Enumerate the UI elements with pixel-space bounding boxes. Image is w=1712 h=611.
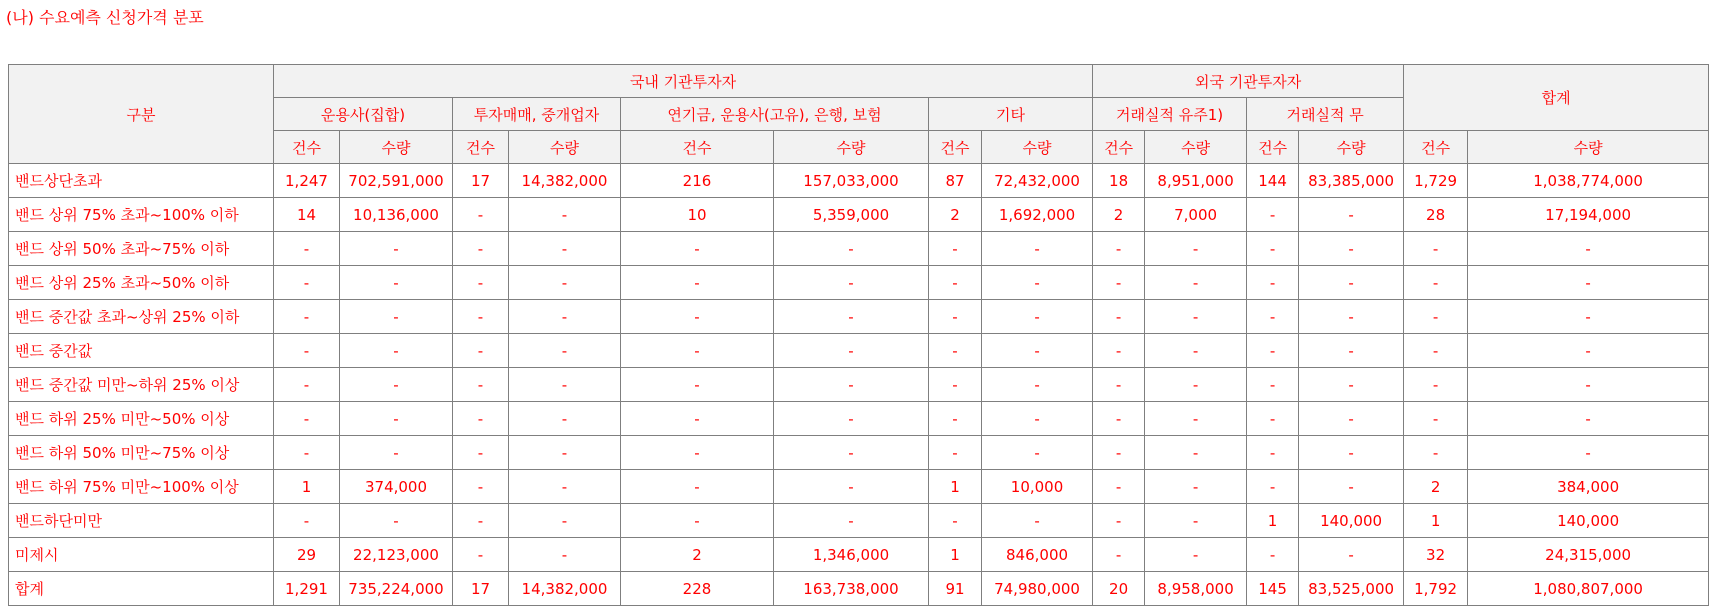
count-cell: - xyxy=(1404,368,1468,402)
quantity-cell: - xyxy=(1468,232,1709,266)
count-cell: 1,792 xyxy=(1404,572,1468,606)
count-cell: 10 xyxy=(621,198,774,232)
quantity-cell: - xyxy=(509,402,621,436)
count-cell: - xyxy=(1093,538,1145,572)
header-group: 운용사(집합) xyxy=(274,98,453,131)
header-count: 건수 xyxy=(1247,131,1299,164)
quantity-cell: 140,000 xyxy=(1468,504,1709,538)
count-cell: 1 xyxy=(929,538,982,572)
row-label: 밴드 중간값 초과~상위 25% 이하 xyxy=(9,300,274,334)
quantity-cell: 384,000 xyxy=(1468,470,1709,504)
quantity-cell: 5,359,000 xyxy=(774,198,929,232)
quantity-cell: - xyxy=(1299,436,1404,470)
row-label: 밴드 상위 25% 초과~50% 이하 xyxy=(9,266,274,300)
demand-forecast-table xyxy=(8,64,1709,606)
header-quantity: 수량 xyxy=(1299,131,1404,164)
count-cell: - xyxy=(929,266,982,300)
quantity-cell: - xyxy=(774,368,929,402)
count-cell: - xyxy=(621,368,774,402)
count-cell: - xyxy=(1247,198,1299,232)
count-cell: - xyxy=(1247,334,1299,368)
count-cell: - xyxy=(929,504,982,538)
table-row xyxy=(9,266,1709,300)
count-cell: - xyxy=(274,368,340,402)
table-row xyxy=(9,538,1709,572)
quantity-cell: - xyxy=(982,368,1093,402)
count-cell: 1,247 xyxy=(274,164,340,198)
count-cell: 32 xyxy=(1404,538,1468,572)
table-row xyxy=(9,300,1709,334)
quantity-cell: - xyxy=(1468,266,1709,300)
count-cell: - xyxy=(1247,232,1299,266)
row-label: 밴드 하위 25% 미만~50% 이상 xyxy=(9,402,274,436)
count-cell: - xyxy=(1247,300,1299,334)
count-cell: - xyxy=(1093,470,1145,504)
quantity-cell: - xyxy=(1145,334,1247,368)
header-count: 건수 xyxy=(453,131,509,164)
quantity-cell: - xyxy=(509,504,621,538)
header-count: 건수 xyxy=(621,131,774,164)
quantity-cell: 157,033,000 xyxy=(774,164,929,198)
count-cell: - xyxy=(1247,538,1299,572)
quantity-cell: 24,315,000 xyxy=(1468,538,1709,572)
count-cell: - xyxy=(621,402,774,436)
count-cell: 20 xyxy=(1093,572,1145,606)
header-quantity: 수량 xyxy=(340,131,453,164)
count-cell: - xyxy=(1404,402,1468,436)
quantity-cell: 10,000 xyxy=(982,470,1093,504)
quantity-cell: - xyxy=(774,504,929,538)
row-label: 밴드 하위 50% 미만~75% 이상 xyxy=(9,436,274,470)
count-cell: 1 xyxy=(1404,504,1468,538)
quantity-cell: 72,432,000 xyxy=(982,164,1093,198)
count-cell: - xyxy=(1093,334,1145,368)
count-cell: 2 xyxy=(1404,470,1468,504)
header-count: 건수 xyxy=(929,131,982,164)
header-count: 건수 xyxy=(274,131,340,164)
quantity-cell: - xyxy=(982,232,1093,266)
count-cell: - xyxy=(274,436,340,470)
quantity-cell: - xyxy=(509,368,621,402)
header-quantity: 수량 xyxy=(982,131,1093,164)
header-count: 건수 xyxy=(1404,131,1468,164)
quantity-cell: - xyxy=(1468,334,1709,368)
quantity-cell: - xyxy=(340,300,453,334)
header-group: 거래실적 무 xyxy=(1247,98,1404,131)
quantity-cell: 140,000 xyxy=(1299,504,1404,538)
table-row xyxy=(9,368,1709,402)
count-cell: - xyxy=(453,266,509,300)
quantity-cell: - xyxy=(1299,334,1404,368)
quantity-cell: - xyxy=(982,266,1093,300)
header-quantity: 수량 xyxy=(509,131,621,164)
count-cell: - xyxy=(1247,402,1299,436)
count-cell: - xyxy=(1404,436,1468,470)
row-label: 밴드 하위 75% 미만~100% 이상 xyxy=(9,470,274,504)
quantity-cell: 163,738,000 xyxy=(774,572,929,606)
header-quantity: 수량 xyxy=(1145,131,1247,164)
quantity-cell: 374,000 xyxy=(340,470,453,504)
count-cell: 1 xyxy=(929,470,982,504)
quantity-cell: - xyxy=(1145,266,1247,300)
quantity-cell: - xyxy=(1299,266,1404,300)
count-cell: 17 xyxy=(453,164,509,198)
quantity-cell: 10,136,000 xyxy=(340,198,453,232)
section-title: (나) 수요예측 신청가격 분포 xyxy=(6,8,204,27)
count-cell: - xyxy=(1093,368,1145,402)
quantity-cell: - xyxy=(1468,300,1709,334)
quantity-cell: 74,980,000 xyxy=(982,572,1093,606)
table-row xyxy=(9,504,1709,538)
quantity-cell: - xyxy=(340,368,453,402)
count-cell: 2 xyxy=(621,538,774,572)
quantity-cell: - xyxy=(340,402,453,436)
count-cell: - xyxy=(453,470,509,504)
count-cell: - xyxy=(453,436,509,470)
count-cell: 2 xyxy=(929,198,982,232)
quantity-cell: - xyxy=(1468,368,1709,402)
table-row xyxy=(9,402,1709,436)
quantity-cell: 8,958,000 xyxy=(1145,572,1247,606)
header-foreign: 외국 기관투자자 xyxy=(1093,65,1404,98)
quantity-cell: 22,123,000 xyxy=(340,538,453,572)
quantity-cell: - xyxy=(1145,470,1247,504)
count-cell: - xyxy=(1247,368,1299,402)
count-cell: - xyxy=(1093,504,1145,538)
count-cell: - xyxy=(274,334,340,368)
count-cell: - xyxy=(274,266,340,300)
count-cell: - xyxy=(1247,470,1299,504)
count-cell: - xyxy=(929,232,982,266)
count-cell: - xyxy=(621,334,774,368)
quantity-cell: - xyxy=(774,232,929,266)
quantity-cell: - xyxy=(982,334,1093,368)
row-label: 밴드 상위 75% 초과~100% 이하 xyxy=(9,198,274,232)
count-cell: - xyxy=(453,300,509,334)
quantity-cell: - xyxy=(509,470,621,504)
count-cell: - xyxy=(453,198,509,232)
header-group: 거래실적 유주1) xyxy=(1093,98,1247,131)
quantity-cell: 735,224,000 xyxy=(340,572,453,606)
count-cell: - xyxy=(929,300,982,334)
count-cell: - xyxy=(1404,300,1468,334)
header-group: 기타 xyxy=(929,98,1093,131)
header-row-1 xyxy=(9,65,1709,98)
row-label: 밴드 중간값 미만~하위 25% 이상 xyxy=(9,368,274,402)
count-cell: - xyxy=(929,436,982,470)
table-row xyxy=(9,198,1709,232)
count-cell: - xyxy=(453,232,509,266)
quantity-cell: - xyxy=(340,334,453,368)
quantity-cell: - xyxy=(509,198,621,232)
quantity-cell: - xyxy=(1299,402,1404,436)
quantity-cell: - xyxy=(509,266,621,300)
table-row xyxy=(9,436,1709,470)
count-cell: 228 xyxy=(621,572,774,606)
quantity-cell: 1,038,774,000 xyxy=(1468,164,1709,198)
quantity-cell: - xyxy=(1299,470,1404,504)
quantity-cell: - xyxy=(982,436,1093,470)
quantity-cell: - xyxy=(1299,538,1404,572)
quantity-cell: - xyxy=(774,300,929,334)
row-label: 밴드 상위 50% 초과~75% 이하 xyxy=(9,232,274,266)
quantity-cell: - xyxy=(340,436,453,470)
count-cell: 1,729 xyxy=(1404,164,1468,198)
quantity-cell: - xyxy=(1299,232,1404,266)
count-cell: 144 xyxy=(1247,164,1299,198)
quantity-cell: 14,382,000 xyxy=(509,164,621,198)
quantity-cell: - xyxy=(509,232,621,266)
quantity-cell: - xyxy=(1468,402,1709,436)
count-cell: 17 xyxy=(453,572,509,606)
quantity-cell: - xyxy=(1145,402,1247,436)
row-label: 밴드하단미만 xyxy=(9,504,274,538)
count-cell: - xyxy=(929,334,982,368)
quantity-cell: - xyxy=(1145,436,1247,470)
quantity-cell: - xyxy=(509,334,621,368)
count-cell: - xyxy=(274,504,340,538)
quantity-cell: - xyxy=(774,266,929,300)
count-cell: - xyxy=(1093,266,1145,300)
count-cell: 87 xyxy=(929,164,982,198)
header-group: 연기금, 운용사(고유), 은행, 보험 xyxy=(621,98,929,131)
header-quantity: 수량 xyxy=(774,131,929,164)
count-cell: - xyxy=(1404,334,1468,368)
quantity-cell: - xyxy=(340,504,453,538)
quantity-cell: - xyxy=(509,538,621,572)
count-cell: - xyxy=(274,300,340,334)
table-row xyxy=(9,232,1709,266)
count-cell: - xyxy=(621,232,774,266)
count-cell: - xyxy=(453,504,509,538)
quantity-cell: - xyxy=(509,300,621,334)
count-cell: - xyxy=(621,504,774,538)
count-cell: 91 xyxy=(929,572,982,606)
count-cell: 29 xyxy=(274,538,340,572)
quantity-cell: 14,382,000 xyxy=(509,572,621,606)
header-quantity: 수량 xyxy=(1468,131,1709,164)
count-cell: 1 xyxy=(1247,504,1299,538)
count-cell: - xyxy=(453,538,509,572)
quantity-cell: - xyxy=(982,300,1093,334)
count-cell: 1 xyxy=(274,470,340,504)
header-domestic: 국내 기관투자자 xyxy=(274,65,1093,98)
count-cell: - xyxy=(1404,266,1468,300)
count-cell: - xyxy=(274,232,340,266)
quantity-cell: - xyxy=(982,504,1093,538)
quantity-cell: 1,346,000 xyxy=(774,538,929,572)
count-cell: 145 xyxy=(1247,572,1299,606)
count-cell: - xyxy=(929,402,982,436)
quantity-cell: 1,080,807,000 xyxy=(1468,572,1709,606)
count-cell: - xyxy=(453,402,509,436)
quantity-cell: - xyxy=(1299,300,1404,334)
count-cell: 18 xyxy=(1093,164,1145,198)
row-label: 합계 xyxy=(9,572,274,606)
quantity-cell: - xyxy=(774,402,929,436)
quantity-cell: - xyxy=(509,436,621,470)
count-cell: - xyxy=(453,334,509,368)
count-cell: 1,291 xyxy=(274,572,340,606)
quantity-cell: - xyxy=(1145,300,1247,334)
header-total: 합계 xyxy=(1404,65,1709,131)
table-row xyxy=(9,334,1709,368)
count-cell: - xyxy=(1404,232,1468,266)
header-group: 투자매매, 중개업자 xyxy=(453,98,621,131)
table-row xyxy=(9,572,1709,606)
count-cell: - xyxy=(453,368,509,402)
quantity-cell: - xyxy=(1145,504,1247,538)
count-cell: - xyxy=(929,368,982,402)
quantity-cell: 702,591,000 xyxy=(340,164,453,198)
quantity-cell: 1,692,000 xyxy=(982,198,1093,232)
count-cell: - xyxy=(1093,300,1145,334)
quantity-cell: - xyxy=(774,470,929,504)
count-cell: - xyxy=(621,266,774,300)
count-cell: 28 xyxy=(1404,198,1468,232)
quantity-cell: - xyxy=(1145,232,1247,266)
table-row xyxy=(9,470,1709,504)
count-cell: 14 xyxy=(274,198,340,232)
count-cell: 216 xyxy=(621,164,774,198)
quantity-cell: - xyxy=(340,232,453,266)
row-label: 미제시 xyxy=(9,538,274,572)
count-cell: - xyxy=(621,470,774,504)
count-cell: - xyxy=(621,300,774,334)
row-label: 밴드상단초과 xyxy=(9,164,274,198)
quantity-cell: 83,385,000 xyxy=(1299,164,1404,198)
quantity-cell: - xyxy=(774,334,929,368)
count-cell: - xyxy=(1247,436,1299,470)
row-label: 밴드 중간값 xyxy=(9,334,274,368)
quantity-cell: 17,194,000 xyxy=(1468,198,1709,232)
quantity-cell: - xyxy=(340,266,453,300)
count-cell: - xyxy=(1093,232,1145,266)
quantity-cell: - xyxy=(774,436,929,470)
quantity-cell: 83,525,000 xyxy=(1299,572,1404,606)
quantity-cell: 846,000 xyxy=(982,538,1093,572)
count-cell: - xyxy=(274,402,340,436)
quantity-cell: - xyxy=(982,402,1093,436)
header-count: 건수 xyxy=(1093,131,1145,164)
count-cell: - xyxy=(621,436,774,470)
quantity-cell: - xyxy=(1299,198,1404,232)
quantity-cell: - xyxy=(1145,368,1247,402)
quantity-cell: - xyxy=(1468,436,1709,470)
table-row xyxy=(9,164,1709,198)
quantity-cell: - xyxy=(1299,368,1404,402)
count-cell: - xyxy=(1093,402,1145,436)
count-cell: - xyxy=(1093,436,1145,470)
count-cell: 2 xyxy=(1093,198,1145,232)
quantity-cell: 7,000 xyxy=(1145,198,1247,232)
quantity-cell: 8,951,000 xyxy=(1145,164,1247,198)
header-category: 구분 xyxy=(9,65,274,164)
count-cell: - xyxy=(1247,266,1299,300)
table-body xyxy=(9,164,1709,606)
quantity-cell: - xyxy=(1145,538,1247,572)
